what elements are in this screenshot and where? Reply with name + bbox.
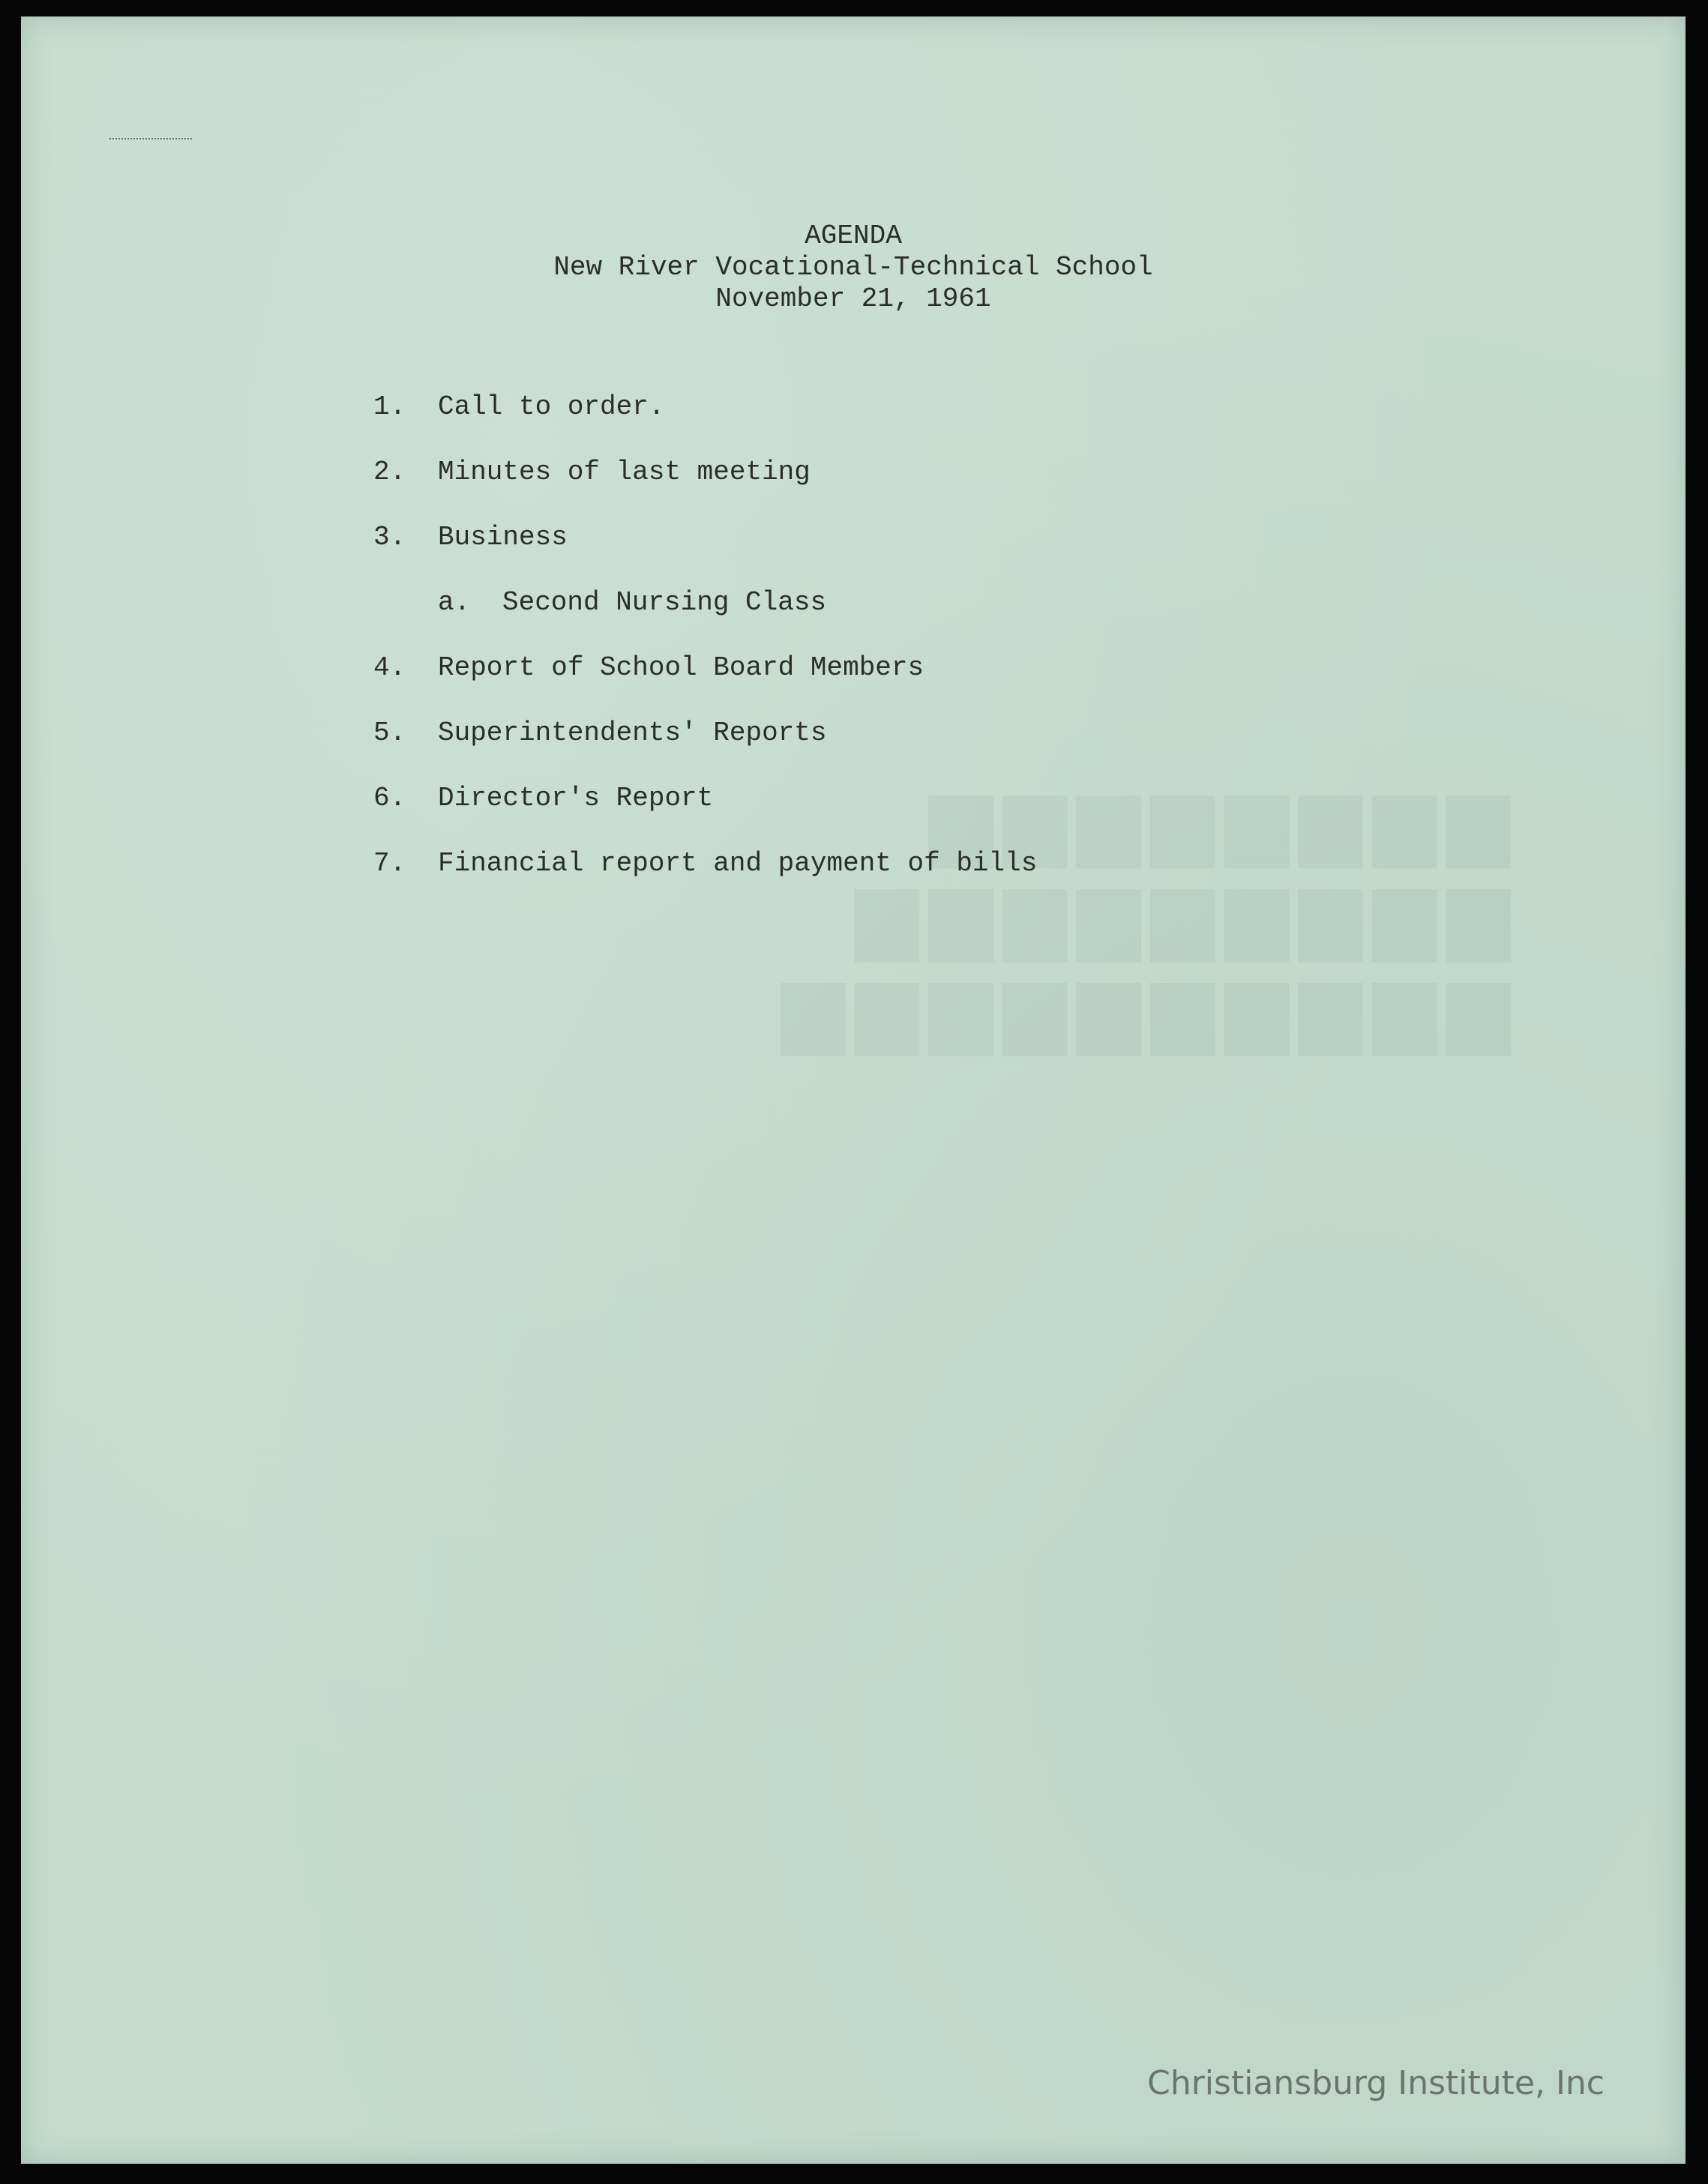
stray-pen-mark — [109, 138, 192, 142]
item-text: Director's Report — [438, 783, 714, 813]
item-number: 1. — [373, 391, 406, 422]
school-name: New River Vocational-Technical School — [553, 252, 1153, 283]
agenda-list — [373, 391, 1037, 913]
item-number: 7. — [373, 848, 406, 879]
document-page — [21, 16, 1686, 2164]
bleed-through-shadow: ▆▆▆▆▆▆▆▆ ▆▆▆▆▆▆▆▆▆ ▆▆▆▆▆▆▆▆▆▆ — [771, 774, 1510, 1053]
agenda-item — [373, 848, 1037, 913]
subitem-letter: a. — [438, 587, 471, 618]
subitem-text: Second Nursing Class — [502, 587, 827, 618]
item-number: 6. — [373, 783, 406, 813]
item-number: 3. — [373, 522, 406, 553]
item-number: 4. — [373, 652, 406, 683]
item-text: Call to order. — [438, 391, 665, 422]
item-number: 2. — [373, 457, 406, 487]
agenda-item — [373, 522, 1037, 587]
agenda-item — [373, 718, 1037, 783]
agenda-subitem — [373, 587, 1037, 652]
agenda-header — [21, 220, 1686, 315]
agenda-item — [373, 457, 1037, 522]
item-text: Report of School Board Members — [438, 652, 924, 683]
agenda-title: AGENDA — [805, 220, 902, 251]
item-text: Minutes of last meeting — [438, 457, 811, 487]
item-text: Superintendents' Reports — [438, 718, 827, 748]
item-text: Business — [438, 522, 568, 553]
agenda-item — [373, 652, 1037, 718]
agenda-item — [373, 783, 1037, 848]
agenda-item — [373, 391, 1037, 457]
item-text: Financial report and payment of bills — [438, 848, 1038, 879]
meeting-date: November 21, 1961 — [715, 283, 991, 314]
item-number: 5. — [373, 718, 406, 748]
archive-watermark: Christiansburg Institute, Inc — [1147, 2064, 1605, 2102]
